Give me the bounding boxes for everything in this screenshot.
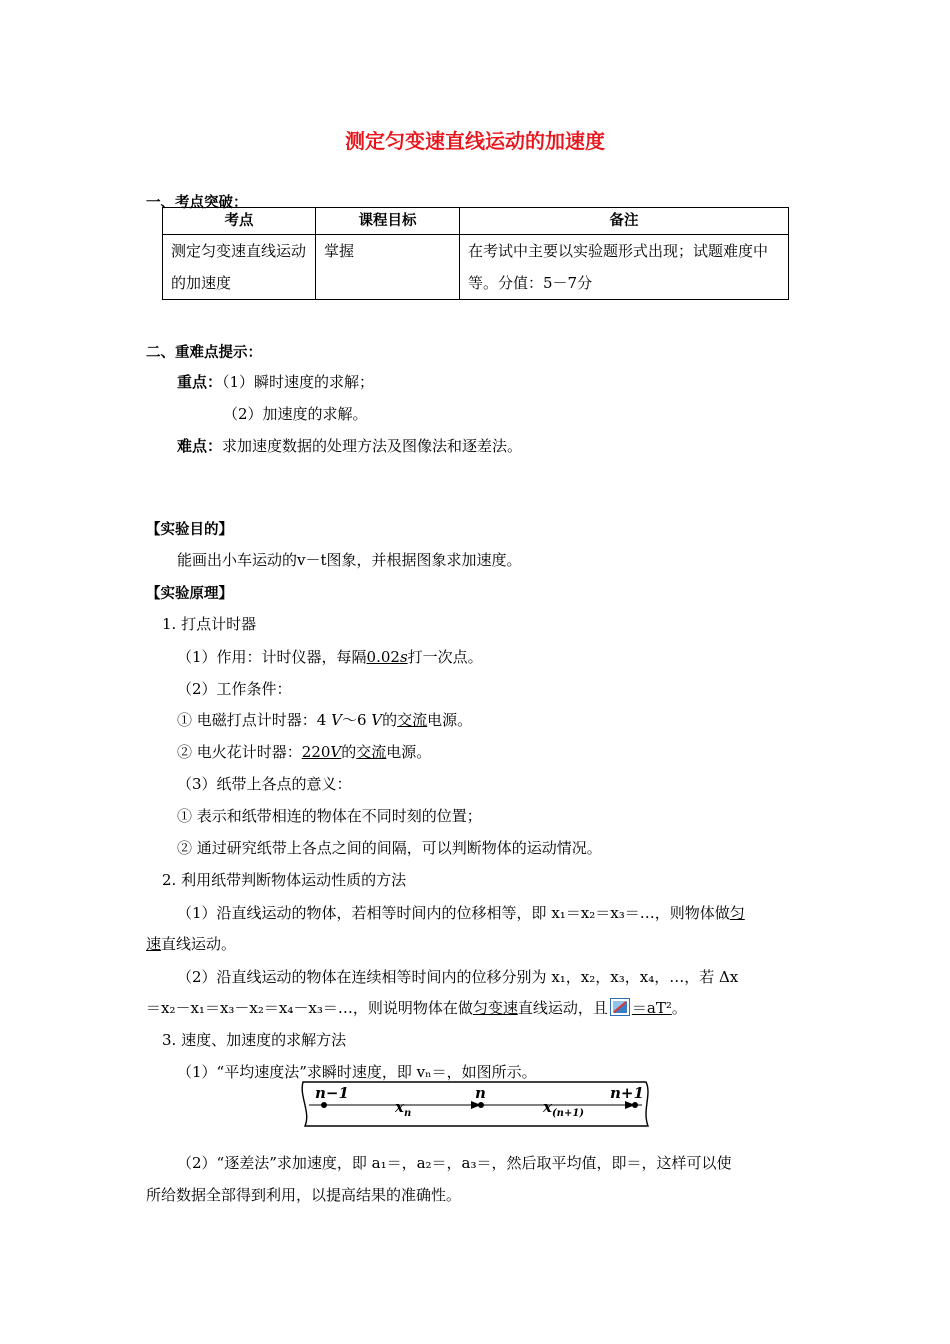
formula-image-icon — [610, 998, 630, 1016]
text-span: 的 — [382, 711, 398, 729]
text-span: 直线运动。 — [161, 935, 237, 953]
tape-meaning-2: ② 通过研究纸带上各点之间的间隔，可以判断物体的运动情况。 — [177, 839, 602, 857]
text-span: （1）沿直线运动的物体，若相等时间内的位移相等，即 x₁＝x₂＝x₃＝…，则物体做 — [177, 904, 730, 922]
key-point-line — [177, 371, 374, 392]
underline-text: 速 — [146, 935, 162, 953]
unit-v: V — [331, 711, 342, 729]
page-title: 测定匀变速直线运动的加速度 — [345, 129, 605, 153]
text-span: （1）作用：计时仪器，每隔 — [177, 648, 367, 666]
underline-text: 匀 — [729, 904, 745, 922]
ac-underline: 交流 — [356, 743, 387, 761]
dot-n-minus-1 — [321, 1102, 327, 1108]
difficulty-line — [177, 435, 522, 456]
item-3-heading: 3. 速度、加速度的求解方法 — [162, 1031, 347, 1049]
text-span: 打一次点。 — [407, 648, 483, 666]
section-2-heading: 二、重难点提示： — [146, 345, 262, 361]
timer-function-line — [177, 646, 483, 667]
unit-v: V — [371, 711, 383, 729]
principle-heading: 【实验原理】 — [146, 586, 233, 602]
text-span: ＝x₂－x₁＝x₃－x₂＝x₄－x₃＝…，则说明物体在做 — [146, 999, 473, 1017]
ac-underline: 交流 — [397, 711, 428, 729]
paper-tape-diagram — [297, 1080, 652, 1128]
uniform-motion-line-1 — [177, 902, 745, 923]
underline-text: ＝aT² — [631, 999, 672, 1017]
difficulty-text: 求加速度数据的处理方法及图像法和逐差法。 — [222, 437, 523, 455]
average-velocity-line: （1）“平均速度法”求瞬时速度，即 vₙ＝，如图所示。 — [177, 1063, 537, 1081]
key-point-1: （1）瞬时速度的求解； — [222, 373, 375, 391]
accelerated-motion-line-2 — [146, 997, 687, 1018]
text-span: ② 电火花计时器： — [177, 743, 302, 761]
text-span: ～6 — [341, 711, 372, 729]
tape-label-mid: n — [475, 1084, 486, 1102]
voltage-value: 220 — [301, 743, 331, 761]
text-span: ① 电磁打点计时器：4 — [177, 711, 332, 729]
table-header-cell: 考点 — [163, 208, 316, 235]
text-span: 的 — [341, 743, 357, 761]
purpose-text: 能画出小车运动的v－t图象，并根据图象求加速度。 — [177, 551, 522, 569]
table-cell: 在考试中主要以实验题形式出现；试题难度中等。分值：5－7分 — [460, 235, 789, 300]
working-conditions: （2）工作条件： — [177, 680, 292, 698]
accelerated-motion-line-1: （2）沿直线运动的物体在连续相等时间内的位移分别为 x₁，x₂，x₃，x₄，…，若 Δx — [177, 968, 739, 986]
tape-label-xn: $x_n$ — [395, 1098, 412, 1119]
successive-difference-line-1: （2）“逐差法”求加速度，即 a₁＝，a₂＝，a₃＝，然后取平均值，即＝，这样可以使 — [177, 1154, 732, 1172]
tape-meaning-1: ① 表示和纸带相连的物体在不同时刻的位置； — [177, 807, 482, 825]
interval-value: 0.02 — [366, 648, 400, 666]
text-span: 。 — [671, 999, 687, 1017]
underline-text: 匀变速 — [472, 999, 518, 1017]
tape-label-right: n+1 — [610, 1084, 644, 1102]
tape-label-left: n−1 — [315, 1084, 349, 1102]
text-span: 直线运动，且 — [517, 999, 608, 1017]
tape-meaning: （3）纸带上各点的意义： — [177, 775, 352, 793]
item-1-heading: 1. 打点计时器 — [162, 615, 257, 633]
section-1-heading: 一、考点突破： — [146, 195, 248, 211]
table-header-row — [163, 208, 789, 235]
key-point-label: 重点： — [177, 373, 223, 391]
table-cell: 测定匀变速直线运动的加速度 — [163, 235, 316, 300]
item-2-heading: 2. 利用纸带判断物体运动性质的方法 — [162, 871, 407, 889]
tape-label-xn1: $x_{(n+1)}$ — [543, 1098, 585, 1119]
table-header-cell: 课程目标 — [316, 208, 460, 235]
successive-difference-line-2: 所给数据全部得到利用，以提高结果的准确性。 — [146, 1186, 462, 1204]
key-points-table — [162, 207, 789, 300]
electromagnetic-timer-line — [177, 709, 472, 730]
purpose-heading: 【实验目的】 — [146, 522, 233, 538]
unit-v: V — [330, 743, 342, 761]
difficulty-label: 难点： — [177, 437, 223, 455]
interval-unit: s — [399, 648, 408, 666]
table-row — [163, 235, 789, 300]
table-header-cell: 备注 — [460, 208, 789, 235]
uniform-motion-line-2 — [146, 933, 236, 954]
text-span: 电源。 — [386, 743, 432, 761]
spark-timer-line — [177, 741, 431, 762]
table-cell: 掌握 — [316, 235, 460, 300]
key-point-2: （2）加速度的求解。 — [223, 405, 368, 423]
text-span: 电源。 — [427, 711, 473, 729]
